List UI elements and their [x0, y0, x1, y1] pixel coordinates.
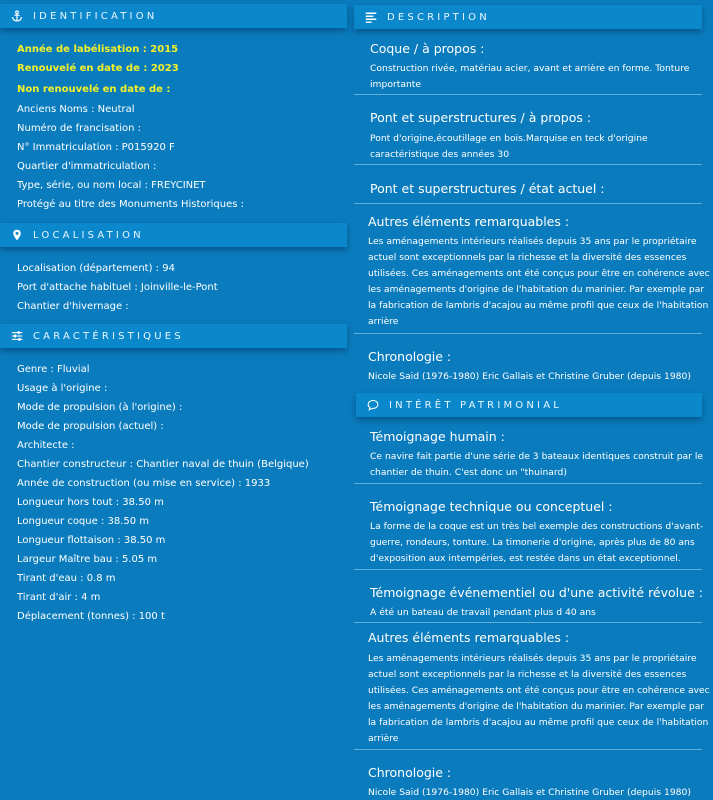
- interet-autres-text-line: arrière: [368, 733, 399, 744]
- caracteristiques-title: CARACTÉRISTIQUES: [33, 330, 184, 342]
- temoignage-technique-text-line: d'exposition aux intempéries, est restée dans un état exceptionnel.: [370, 553, 681, 564]
- field-architecte: Architecte :: [17, 440, 75, 451]
- separator: [354, 483, 702, 484]
- interet-autres-text-line: la fabrication de lambris d'acajou au même profil que ceux de l'habitation: [368, 717, 709, 728]
- temoignage-humain-text: [370, 449, 703, 481]
- chronologie-text-line: Nicole Said (1976-1980) Eric Gallais et Christine Gruber (depuis 1980): [368, 371, 691, 382]
- autres-elements-text-line: Les aménagements intérieurs réalisés depuis 35 ans par le propriétaire: [368, 236, 697, 247]
- field-propulsion-origine: Mode de propulsion (à l'origine) :: [17, 402, 183, 413]
- temoignage-humain-text-line: Ce navire fait partie d'une série de 3 bateaux identiques construit par le: [370, 451, 704, 462]
- coque-text: [370, 61, 689, 93]
- field-largeur: Largeur Maître bau : 5.05 m: [17, 554, 158, 565]
- pont-apropos-text: [370, 131, 648, 163]
- field-tirant-eau: Tirant d'eau : 0.8 m: [17, 573, 116, 584]
- temoignage-technique-text-line: La forme de la coque est un très bel exemple des constructions d'avant-: [370, 521, 704, 532]
- description-title: DESCRIPTION: [387, 11, 490, 23]
- caracteristiques-header: [0, 324, 347, 348]
- temoignage-technique-text-line: guerre, rondeurs, tonture. La timonerie d'origine, après plus de 80 ans: [370, 537, 695, 548]
- interet-autres-text-line: utilisées. Ces aménagements ont été conçus pour être en cohérence avec: [368, 685, 710, 696]
- temoignage-evenementiel-text-line: A été un bateau de travail pendant plus d 40 ans: [370, 607, 596, 618]
- field-longueur-hors-tout: Longueur hors tout : 38.50 m: [17, 497, 164, 508]
- autres-elements-title: Autres éléments remarquables :: [368, 214, 570, 229]
- map-marker-icon: [10, 228, 24, 242]
- interet-autres-text: [368, 651, 710, 747]
- interet-autres-text-line: les aménagements d'origine de l'habitation du marinier. Par exemple par: [368, 701, 705, 712]
- temoignage-humain-title: Témoignage humain :: [370, 429, 505, 444]
- coque-text-line: importante: [370, 79, 422, 90]
- field-propulsion-actuel: Mode de propulsion (actuel) :: [17, 421, 164, 432]
- field-longueur-flottaison: Longueur flottaison : 38.50 m: [17, 535, 166, 546]
- not-renewed-date: Non renouvelé en date de :: [17, 84, 171, 95]
- align-left-icon: [364, 10, 378, 24]
- field-hivernage: Chantier d'hivernage :: [17, 301, 129, 312]
- anchor-icon: [10, 9, 24, 23]
- interet-chronologie-title: Chronologie :: [368, 765, 452, 780]
- interet-header: [356, 393, 702, 417]
- autres-elements-text-line: arrière: [368, 316, 399, 327]
- pont-apropos-text-line: Pont d'origine,écoutillage en bois.Marquise en teck d'origine: [370, 133, 648, 144]
- sliders-icon: [10, 329, 24, 343]
- pont-etat-title: Pont et superstructures / état actuel :: [370, 181, 605, 196]
- chronologie-title: Chronologie :: [368, 349, 452, 364]
- field-anciens-noms: Anciens Noms : Neutral: [17, 104, 135, 115]
- autres-elements-text-line: utilisées. Ces aménagements ont été conçus pour être en cohérence avec: [368, 268, 710, 279]
- interet-chronologie-text: [368, 785, 691, 800]
- field-longueur-coque: Longueur coque : 38.50 m: [17, 516, 150, 527]
- temoignage-evenementiel-title: Témoignage événementiel ou d'une activité révolue :: [370, 585, 703, 600]
- interet-autres-title: Autres éléments remarquables :: [368, 630, 570, 645]
- coque-text-line: Construction rivée, matériau acier, avant et arrière en forme. Tonture: [370, 63, 690, 74]
- field-chantier-constructeur: Chantier constructeur : Chantier naval de thuin (Belgique): [17, 459, 309, 470]
- field-monuments: Protégé au titre des Monuments Historiques :: [17, 199, 244, 210]
- autres-elements-text-line: les aménagements d'origine de l'habitation du marinier. Par exemple par: [368, 284, 705, 295]
- interet-chronologie-text-line: Nicole Said (1976-1980) Eric Gallais et Christine Gruber (depuis 1980): [368, 787, 691, 798]
- separator: [354, 622, 702, 623]
- field-quartier: Quartier d'immatriculation :: [17, 161, 157, 172]
- localisation-header: [0, 223, 347, 247]
- interet-title: INTÉRÊT PATRIMONIAL: [389, 399, 563, 411]
- autres-elements-text-line: actuel sont exceptionnels par la richesse et la diversité des essences: [368, 252, 687, 263]
- field-type: Type, série, ou nom local : FREYCINET: [17, 180, 206, 191]
- temoignage-technique-title: Témoignage technique ou conceptuel :: [370, 499, 613, 514]
- field-annee-construction: Année de construction (ou mise en service) : 1933: [17, 478, 271, 489]
- separator: [354, 164, 702, 165]
- field-genre: Genre : Fluvial: [17, 364, 90, 375]
- temoignage-evenementiel-text: [370, 605, 596, 621]
- separator: [354, 333, 702, 334]
- separator: [354, 203, 702, 204]
- pont-apropos-text-line: caractéristique des années 30: [370, 149, 510, 160]
- localisation-title: LOCALISATION: [33, 229, 144, 241]
- pont-apropos-title: Pont et superstructures / à propos :: [370, 110, 592, 125]
- labelisation-year: Année de labélisation : 2015: [17, 44, 179, 55]
- field-port: Port d'attache habituel : Joinville-le-Pont: [17, 282, 218, 293]
- identification-title: IDENTIFICATION: [33, 10, 158, 22]
- interet-autres-text-line: Les aménagements intérieurs réalisés depuis 35 ans par le propriétaire: [368, 653, 697, 664]
- description-header: [354, 5, 702, 29]
- temoignage-humain-text-line: chantier de thuin. C'est donc un "thuinard): [370, 467, 567, 478]
- temoignage-technique-text: [370, 519, 703, 567]
- autres-elements-text: [368, 234, 710, 330]
- separator: [354, 569, 702, 570]
- field-immatriculation: N° Immatriculation : P015920 F: [17, 142, 175, 153]
- renewed-date: Renouvelé en date de : 2023: [17, 63, 179, 74]
- separator: [354, 749, 702, 750]
- identification-header: [0, 4, 347, 28]
- field-deplacement: Déplacement (tonnes) : 100 t: [17, 611, 165, 622]
- coque-title: Coque / à propos :: [370, 41, 485, 56]
- comment-icon: [366, 398, 380, 412]
- separator: [354, 94, 702, 95]
- chronologie-text: [368, 369, 691, 385]
- field-usage: Usage à l'origine :: [17, 383, 108, 394]
- field-departement: Localisation (département) : 94: [17, 263, 175, 274]
- field-francisation: Numéro de francisation :: [17, 123, 141, 134]
- interet-autres-text-line: actuel sont exceptionnels par la richesse et la diversité des essences: [368, 669, 687, 680]
- autres-elements-text-line: la fabrication de lambris d'acajou au même profil que ceux de l'habitation: [368, 300, 709, 311]
- field-tirant-air: Tirant d'air : 4 m: [17, 592, 101, 603]
